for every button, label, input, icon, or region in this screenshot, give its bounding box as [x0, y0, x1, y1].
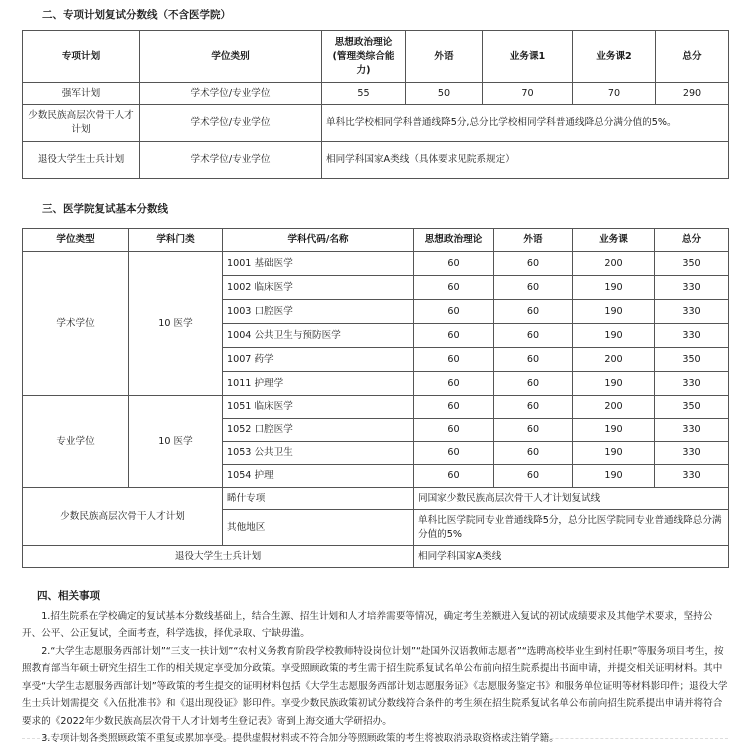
header-politics: 思想政治理论 [414, 229, 494, 252]
category-cell: 10 医学 [129, 396, 223, 488]
score-cell: 330 [655, 372, 729, 396]
score-cell: 190 [573, 324, 655, 348]
score-cell: 190 [573, 442, 655, 465]
region-cell: 其他地区 [223, 510, 414, 546]
table-row [23, 396, 729, 419]
header-politics: 思想政治理论 (管理类综合能力) [322, 31, 406, 83]
score-cell: 60 [414, 252, 494, 276]
note-cell: 单科比医学院同专业普通线降5分，总分比医学院同专业普通线降总分满分值的5% [414, 510, 729, 546]
score-cell: 60 [414, 348, 494, 372]
score-cell: 330 [655, 465, 729, 488]
note-cell: 单科比学校相同学科普通线降5分,总分比学校相同学科普通线降总分满分值的5%。 [322, 105, 729, 142]
score-cell: 200 [573, 396, 655, 419]
subject-cell: 1011 护理学 [223, 372, 414, 396]
score-cell: 350 [655, 252, 729, 276]
score-cell: 60 [494, 442, 573, 465]
subject-cell: 1054 护理 [223, 465, 414, 488]
header-course2: 业务课2 [573, 31, 656, 83]
score-cell: 290 [656, 83, 729, 105]
score-cell: 60 [494, 419, 573, 442]
plan-cell: 少数民族高层次骨干人才计划 [23, 105, 140, 142]
score-cell: 350 [655, 396, 729, 419]
header-course: 业务课 [573, 229, 655, 252]
subject-cell: 1004 公共卫生与预防医学 [223, 324, 414, 348]
table-row [23, 488, 729, 510]
header-category: 学科门类 [129, 229, 223, 252]
header-degree: 学位类别 [140, 31, 322, 83]
plan-cell: 退役大学生士兵计划 [23, 142, 140, 179]
note-paragraph: 2.“大学生志愿服务西部计划”“三支一扶计划”“农村义务教育阶段学校教师特设岗位计划”“赴国外汉语教师志愿者”“选聘高校毕业生到村任职”等服务项目考生，按照教育部当年硕士研究生招生工作的相关规定享受加分政策。享受照顾政策的考生需于招生院系复试名单公布前向招生院系提出书面申请，并提交相关证明材料。其中享受“大学生志愿服务西部计划”等政策的考生提交的证明材料包括《大学生志愿服务西部计划志愿服务证》《志愿服务鉴定书》和服务单位证明等材料影印件；退役大学生士兵计划需提交《入伍批准书》和《退出现役证》影印件。享受少数民族政策初试分数线符合条件的考生须在招生院系复试名单公布前向招生院系提出申请并将符合要求的《2022年少数民族高层次骨干人才计划考生登记表》寄到上海交通大学研招办。 [22, 645, 728, 727]
score-cell: 60 [494, 252, 573, 276]
header-language: 外语 [494, 229, 573, 252]
score-cell: 60 [494, 396, 573, 419]
degree-cell: 学术学位 [23, 252, 129, 396]
score-cell: 330 [655, 276, 729, 300]
header-plan: 专项计划 [23, 31, 140, 83]
divider [22, 738, 728, 739]
subject-cell: 1053 公共卫生 [223, 442, 414, 465]
minority-plan-cell: 少数民族高层次骨干人才计划 [23, 488, 223, 546]
region-cell: 睎什专项 [223, 488, 414, 510]
table-row [23, 105, 729, 142]
score-cell: 190 [573, 372, 655, 396]
score-cell: 330 [655, 300, 729, 324]
score-cell: 190 [573, 300, 655, 324]
subject-cell: 1003 口腔医学 [223, 300, 414, 324]
subject-cell: 1001 基础医学 [223, 252, 414, 276]
section3-heading: 三、医学院复试基本分数线 [42, 203, 168, 215]
score-cell: 60 [414, 324, 494, 348]
score-cell: 70 [573, 83, 656, 105]
score-cell: 55 [322, 83, 406, 105]
table-row [23, 252, 729, 276]
header-total: 总分 [655, 229, 729, 252]
note-cell: 相同学科国家A类线 [414, 546, 729, 568]
special-plan-table [22, 30, 729, 179]
score-cell: 60 [414, 419, 494, 442]
score-cell: 60 [494, 276, 573, 300]
degree-cell: 学术学位/专业学位 [140, 105, 322, 142]
score-cell: 330 [655, 442, 729, 465]
header-total: 总分 [656, 31, 729, 83]
veteran-plan-cell: 退役大学生士兵计划 [23, 546, 414, 568]
score-cell: 190 [573, 419, 655, 442]
subject-cell: 1052 口腔医学 [223, 419, 414, 442]
score-cell: 190 [573, 276, 655, 300]
score-cell: 200 [573, 348, 655, 372]
score-cell: 60 [414, 396, 494, 419]
degree-cell: 专业学位 [23, 396, 129, 488]
note-cell: 同国家少数民族高层次骨干人才计划复试线 [414, 488, 729, 510]
score-cell: 330 [655, 324, 729, 348]
score-cell: 60 [414, 300, 494, 324]
subject-cell: 1002 临床医学 [223, 276, 414, 300]
medical-school-table [22, 228, 729, 568]
score-cell: 60 [494, 465, 573, 488]
header-subject: 学科代码/名称 [223, 229, 414, 252]
score-cell: 60 [414, 465, 494, 488]
score-cell: 60 [414, 276, 494, 300]
score-cell: 60 [494, 324, 573, 348]
header-degree-type: 学位类型 [23, 229, 129, 252]
plan-cell: 强军计划 [23, 83, 140, 105]
score-cell: 350 [655, 348, 729, 372]
score-cell: 60 [494, 372, 573, 396]
note-cell: 相同学科国家A类线（具体要求见院系规定） [322, 142, 729, 179]
score-cell: 200 [573, 252, 655, 276]
note-paragraph: 1.招生院系在学校确定的复试基本分数线基础上，结合生源、招生计划和人才培养需要等情况，确定考生差额进入复试的初试成绩要求及其他学术要求，坚持公开、公平、公正复试，全面考查，科学选拔，择优录取、宁缺毋滥。 [22, 610, 713, 639]
score-cell: 330 [655, 419, 729, 442]
section2-heading: 二、专项计划复试分数线（不含医学院） [42, 9, 231, 21]
table-row [23, 142, 729, 179]
subject-cell: 1007 药学 [223, 348, 414, 372]
header-language: 外语 [406, 31, 483, 83]
score-cell: 60 [494, 348, 573, 372]
header-course1: 业务课1 [483, 31, 573, 83]
category-cell: 10 医学 [129, 252, 223, 396]
section4-heading: 四、相关事项 [37, 590, 100, 602]
degree-cell: 学术学位/专业学位 [140, 83, 322, 105]
score-cell: 70 [483, 83, 573, 105]
score-cell: 50 [406, 83, 483, 105]
table-row [23, 83, 729, 105]
score-cell: 60 [494, 300, 573, 324]
degree-cell: 学术学位/专业学位 [140, 142, 322, 179]
related-matters [22, 588, 728, 748]
subject-cell: 1051 临床医学 [223, 396, 414, 419]
score-cell: 190 [573, 465, 655, 488]
score-cell: 60 [414, 372, 494, 396]
score-cell: 60 [414, 442, 494, 465]
table-row [23, 546, 729, 568]
note-paragraph: 3.专项计划各类照顾政策不重复或累加享受。提供虚假材料或不符合加分等照顾政策的考生将被取消录取资格或注销学籍。 [41, 733, 559, 744]
